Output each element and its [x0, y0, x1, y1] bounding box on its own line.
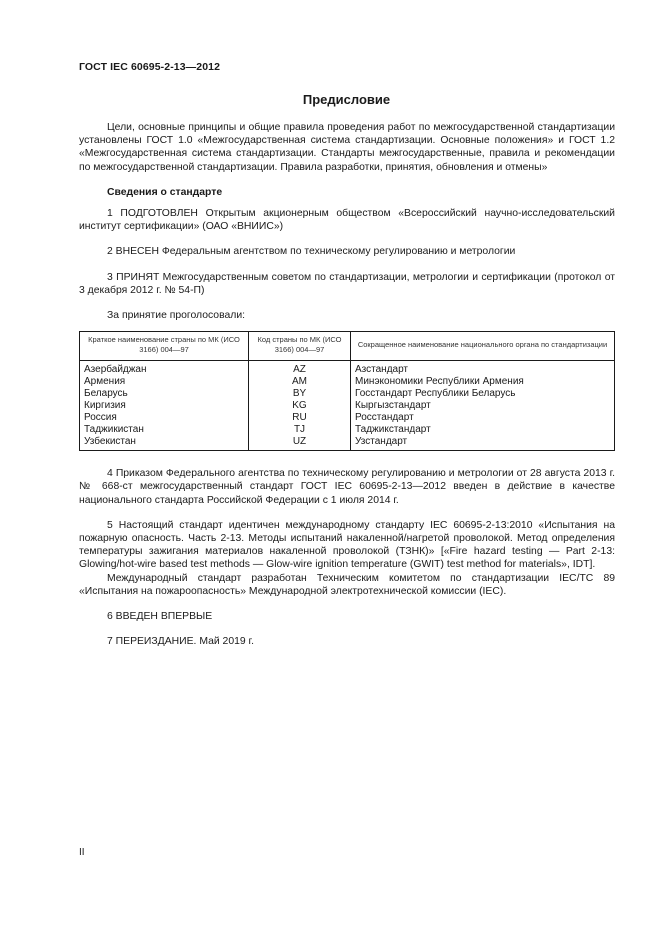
table-header-body: Сокращенное наименование национального органа по стандартизации	[351, 332, 615, 361]
item-order: 4 Приказом Федерального агентства по техническому регулированию и метрологии от 28 августа 2013 г. № 668-ст межгосударственный стандарт ГОСТ IEC 60695-2-13—2012 введен в действие в качестве национального стандарта Российской Федерации с 1 июля 2014 г.	[79, 468, 615, 506]
table-cell-country: Россия	[80, 412, 249, 424]
item-first-time: 6 ВВЕДЕН ВПЕРВЫЕ	[107, 611, 213, 623]
item-adopted: 3 ПРИНЯТ Межгосударственным советом по стандартизации, метрологии и сертификации (протокол от 3 декабря 2012 г. № 54-П)	[79, 271, 615, 296]
table-cell-country: Армения	[80, 376, 249, 388]
item-prepared: 1 ПОДГОТОВЛЕН Открытым акционерным обществом «Всероссийский научно-исследовательский институт сертификации» (ОАО «ВНИИС»)	[79, 208, 615, 233]
table-row	[80, 400, 615, 412]
voted-label: За принятие проголосовали:	[107, 310, 246, 322]
item-introduced: 2 ВНЕСЕН Федеральным агентством по техническому регулированию и метрологии	[107, 246, 516, 258]
table-cell-code: BY	[249, 388, 351, 400]
preface-content	[79, 121, 615, 648]
table-cell-country: Беларусь	[80, 388, 249, 400]
table-cell-code: UZ	[249, 436, 351, 451]
table-row	[80, 436, 615, 451]
table-cell-body: Кыргызстандарт	[351, 400, 615, 412]
table-cell-body: Минэкономики Республики Армения	[351, 376, 615, 388]
table-row	[80, 376, 615, 388]
table-cell-body: Госстандарт Республики Беларусь	[351, 388, 615, 400]
table-cell-body: Таджикстандарт	[351, 424, 615, 436]
table-cell-body: Росстандарт	[351, 412, 615, 424]
table-cell-code: TJ	[249, 424, 351, 436]
table-row	[80, 388, 615, 400]
item-developed: Международный стандарт разработан Техническим комитетом по стандартизации IEC/TC 89 «Испытания на пожароопасность» Международной электротехнической комиссии (IEC).	[79, 572, 615, 597]
table-cell-code: KG	[249, 400, 351, 412]
table-header-code: Код страны по МК (ИСО 3166) 004—97	[249, 332, 351, 361]
table-cell-country: Киргизия	[80, 400, 249, 412]
table-cell-code: AZ	[249, 361, 351, 377]
table-row	[80, 424, 615, 436]
intro-paragraph: Цели, основные принципы и общие правила проведения работ по межгосударственной стандартизации установлены ГОСТ 1.0 «Межгосударственная система стандартизации. Основные положения» и ГОСТ 1.2 «Межгосударственная система стандартизации. Стандарты межгосударственные, правила и рекомендации по межгосударственной стандартизации. Правила разработки, принятия, обновления и отмены»	[79, 122, 615, 173]
document-code: ГОСТ IEC 60695-2-13—2012	[79, 61, 221, 73]
table-cell-country: Таджикистан	[80, 424, 249, 436]
page-number: II	[79, 847, 85, 858]
table-cell-body: Азстандарт	[351, 361, 615, 377]
table-row	[80, 412, 615, 424]
item-reissue: 7 ПЕРЕИЗДАНИЕ. Май 2019 г.	[107, 636, 254, 648]
table-header-country: Краткое наименование страны по МК (ИСО 3166) 004—97	[80, 332, 249, 361]
voting-table	[79, 331, 615, 451]
standard-info-heading: Сведения о стандарте	[107, 186, 223, 198]
page-title: Предисловие	[302, 92, 391, 107]
table-cell-code: AM	[249, 376, 351, 388]
item-identical: 5 Настоящий стандарт идентичен международному стандарту IEC 60695-2-13:2010 «Испытания на пожарную опасность. Часть 2-13. Методы испытаний накаленной/нагретой проволокой. Метод определения температуры зажигания материалов накаленной проволокой (ТЗНК)» [«Fire hazard testing — Part 2-13: Glowing/hot-wire based test methods — Glow-wire ignition temperature (GWIT) test method for materials», IDT].	[79, 519, 615, 571]
table-cell-code: RU	[249, 412, 351, 424]
table-row	[80, 361, 615, 377]
table-cell-body: Узстандарт	[351, 436, 615, 451]
table-cell-country: Азербайджан	[80, 361, 249, 377]
table-cell-country: Узбекистан	[80, 436, 249, 451]
